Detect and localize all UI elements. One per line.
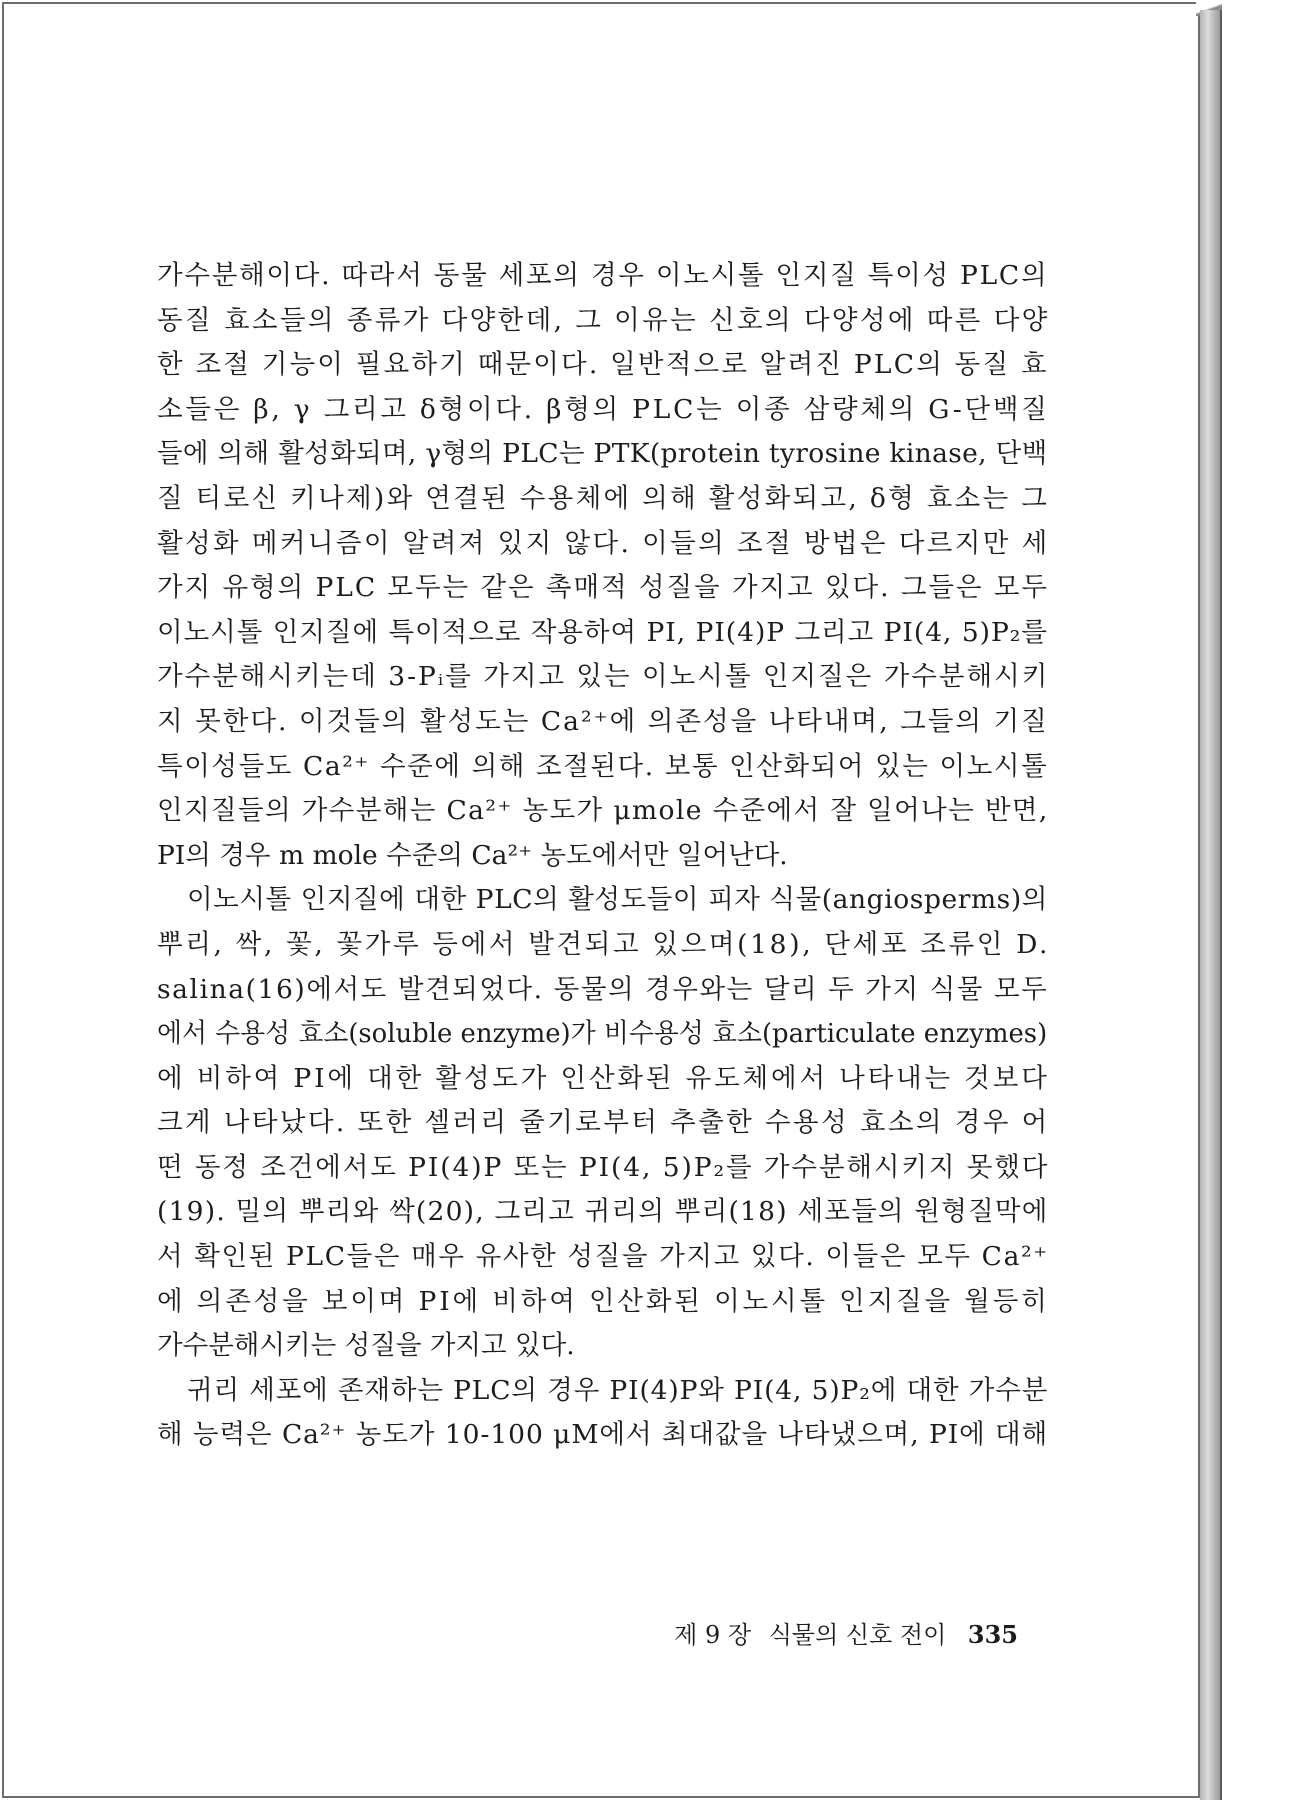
chapter-label: 제 9 장: [674, 1621, 752, 1649]
text-line: 인지질들의 가수분해는 Ca²⁺ 농도가 μmole 수준에서 잘 일어나는 반면,: [157, 795, 1049, 827]
text-line: 가수분해시키는 성질을 가지고 있다.: [157, 1330, 575, 1362]
text-line: 질 티로신 키나제)와 연결된 수용체에 의해 활성화되고, δ형 효소는 그: [157, 482, 1050, 514]
text-line: 에 의존성을 보이며 PI에 비하여 인산화된 이노시톨 인지질을 월등히: [157, 1285, 1050, 1317]
text-line: 가수분해시키는데 3-Pᵢ를 가지고 있는 이노시톨 인지질은 가수분해시키: [157, 661, 1050, 693]
text-line: 에 비하여 PI에 대한 활성도가 인산화된 유도체에서 나타내는 것보다: [157, 1062, 1050, 1094]
text-line: 지 못한다. 이것들의 활성도는 Ca²⁺에 의존성을 나타내며, 그들의 기질: [157, 705, 1049, 737]
text-line: 한 조절 기능이 필요하기 때문이다. 일반적으로 알려진 PLC의 동질 효: [157, 349, 1049, 381]
text-line: 소들은 β, γ 그리고 δ형이다. β형의 PLC는 이종 삼량체의 G-단백질: [157, 393, 1050, 425]
text-line: PI의 경우 m mole 수준의 Ca²⁺ 농도에서만 일어난다.: [157, 839, 788, 871]
text-line: 활성화 메커니즘이 알려져 있지 않다. 이들의 조절 방법은 다르지만 세: [157, 527, 1050, 559]
text-line: 가지 유형의 PLC 모두는 같은 촉매적 성질을 가지고 있다. 그들은 모두: [157, 572, 1049, 604]
text-line: 이노시톨 인지질에 특이적으로 작용하여 PI, PI(4)P 그리고 PI(4, 5)P₂를: [157, 616, 1048, 648]
text-line: 크게 나타났다. 또한 셀러리 줄기로부터 추출한 수용성 효소의 경우 어: [157, 1107, 1050, 1139]
page-number: 335: [967, 1620, 1018, 1649]
text-line: 떤 동정 조건에서도 PI(4)P 또는 PI(4, 5)P₂를 가수분해시키지 못했다: [157, 1151, 1050, 1183]
text-line: 서 확인된 PLC들은 매우 유사한 성질을 가지고 있다. 이들은 모두 Ca²⁺: [157, 1241, 1049, 1273]
text-line: 뿌리, 싹, 꽃, 꽃가루 등에서 발견되고 있으며(18), 단세포 조류인 D.: [157, 928, 1051, 960]
page-stack-edge: [1200, 10, 1222, 1800]
text-line: 해 능력은 Ca²⁺ 농도가 10-100 μM에서 최대값을 나타냈으며, PI에 대해: [157, 1419, 1049, 1451]
chapter-title: 식물의 신호 전이: [768, 1621, 947, 1649]
text-line: salina(16)에서도 발견되었다. 동물의 경우와는 달리 두 가지 식물 모두: [157, 973, 1049, 1005]
text-line: 동질 효소들의 종류가 다양한데, 그 이유는 신호의 다양성에 따른 다양: [157, 304, 1050, 336]
text-line: 에서 수용성 효소(soluble enzyme)가 비수용성 효소(particulate enzymes): [157, 1018, 1048, 1050]
body-text: [157, 254, 1051, 1458]
text-line: 이노시톨 인지질에 대한 PLC의 활성도들이 피자 식물(angiosperms)의: [187, 884, 1048, 916]
text-line: 귀리 세포에 존재하는 PLC의 경우 PI(4)P와 PI(4, 5)P₂에 대한 가수분: [187, 1374, 1049, 1406]
text-line: 들에 의해 활성화되며, γ형의 PLC는 PTK(protein tyrosine kinase, 단백: [157, 438, 1048, 470]
text-line: 특이성들도 Ca²⁺ 수준에 의해 조절된다. 보통 인산화되어 있는 이노시톨: [157, 750, 1049, 782]
text-line: (19). 밀의 뿌리와 싹(20), 그리고 귀리의 뿌리(18) 세포들의 원형질막에: [157, 1196, 1049, 1228]
text-line: 가수분해이다. 따라서 동물 세포의 경우 이노시톨 인지질 특이성 PLC의: [157, 260, 1049, 291]
page-footer: [0, 1615, 1018, 1650]
